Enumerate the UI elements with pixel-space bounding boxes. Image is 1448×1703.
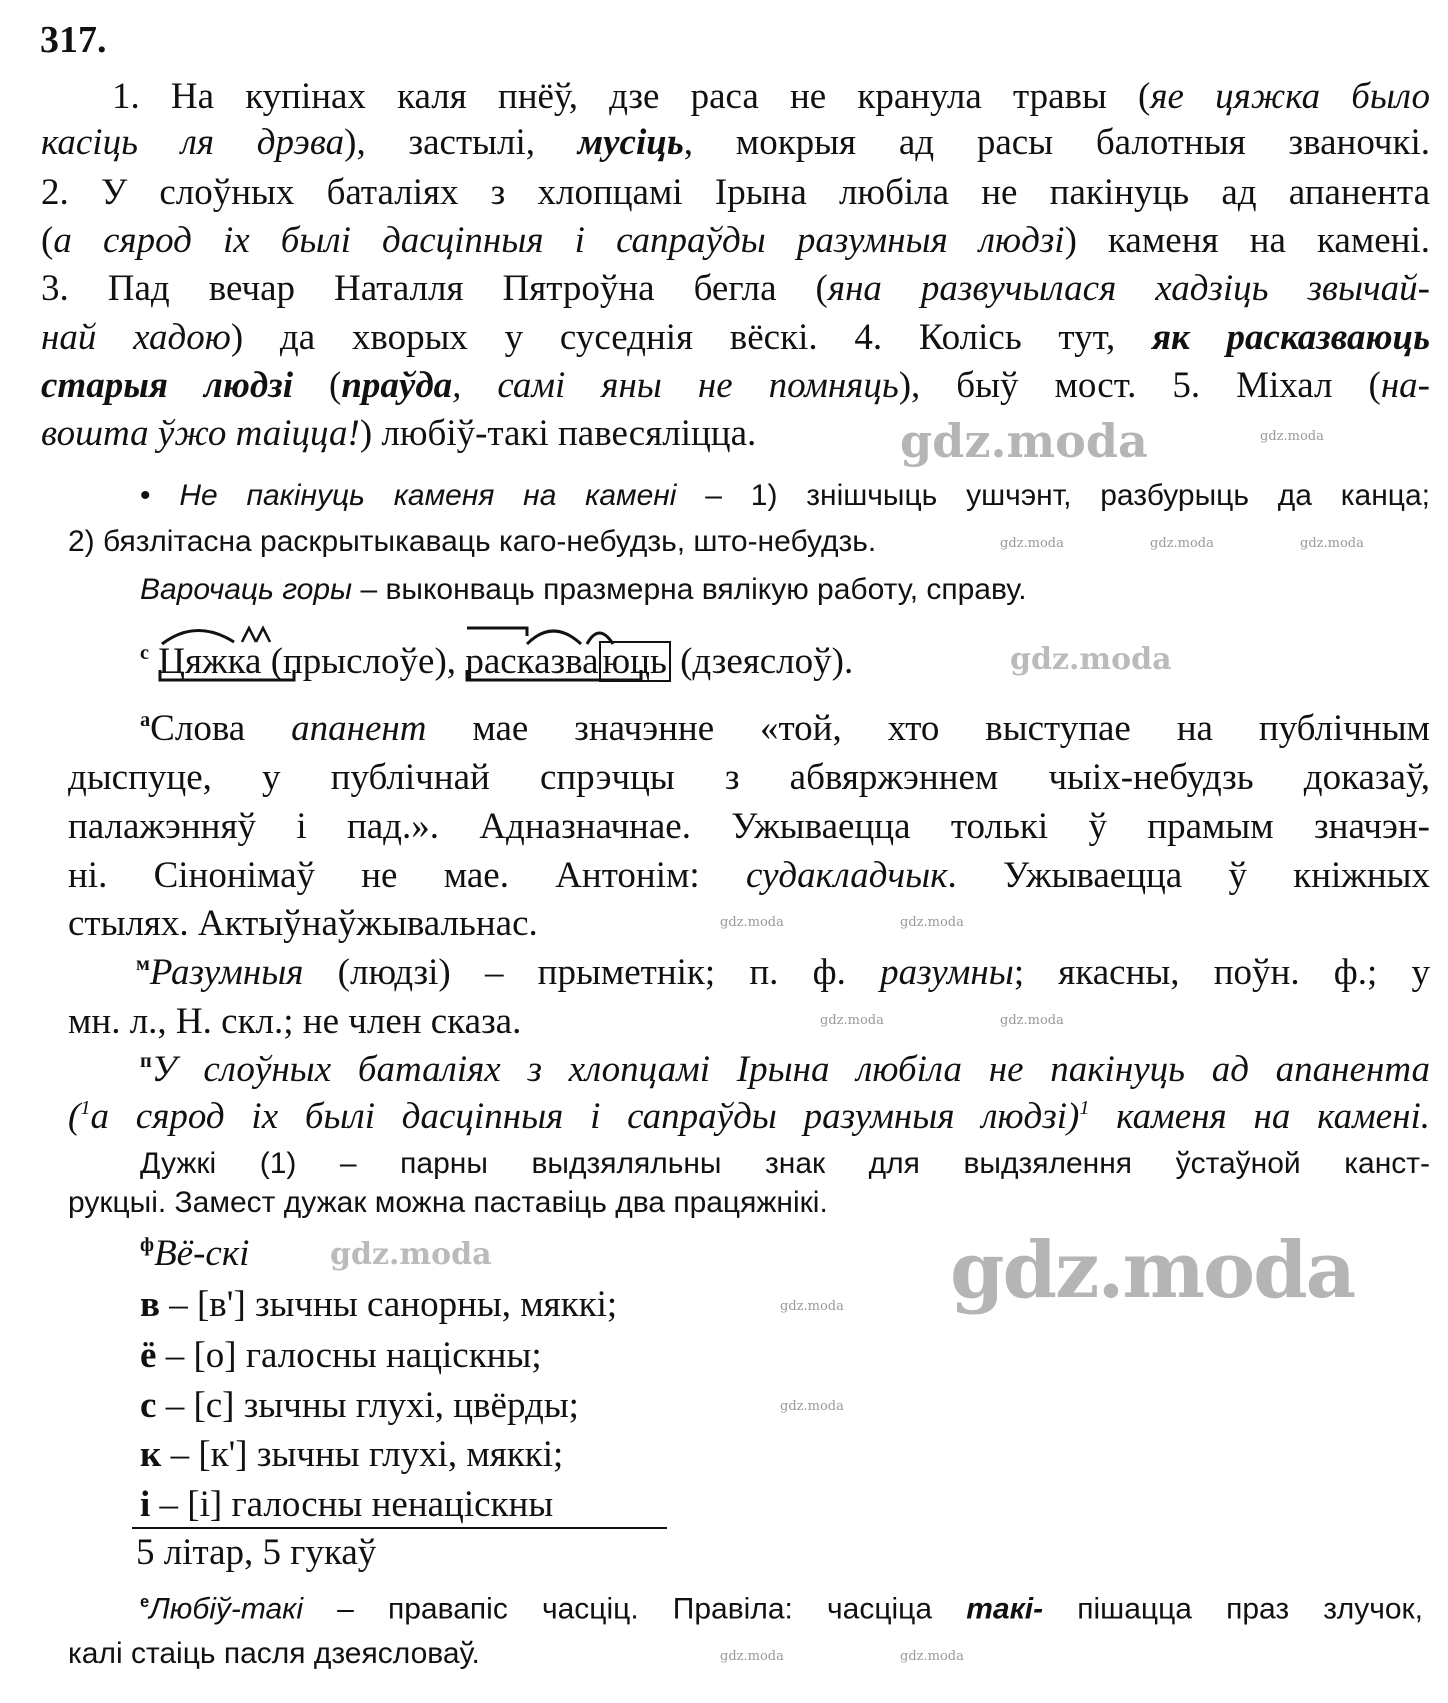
text-segment: ё [140, 1335, 157, 1376]
text-line [68, 905, 538, 942]
text-line [68, 808, 1430, 845]
text-segment: а сярод іх былі дасціпныя і сапраўды разумныя людзі) [90, 1096, 1080, 1138]
text-segment: судакладчык [745, 855, 948, 896]
text-line [140, 1436, 563, 1473]
text-segment: – [к'] зычны глухі, мяккі; [161, 1434, 564, 1475]
text-segment: . Ужываецца ў кніжных [947, 855, 1430, 896]
watermark: gdz.moda [780, 1399, 844, 1414]
text-segment: У слоўных баталіях з хлопцамі Ірына любіла не пакінуць ад апанента [151, 1049, 1430, 1091]
divider [132, 1527, 667, 1529]
watermark: gdz.moda [1260, 429, 1324, 444]
text-segment: Вё-скі [154, 1233, 250, 1275]
text-line [68, 527, 876, 557]
text-segment: ні. Сінонімаў не мае. Антонім: [68, 855, 746, 896]
text-segment: калі стаіць пасля дзеясловаў. [68, 1637, 480, 1670]
morpheme-marks-icon [156, 620, 296, 684]
morpheme-word [465, 640, 598, 683]
watermark: gdz.moda [1150, 536, 1214, 551]
text-segment: , самі яны не помняць [452, 365, 899, 406]
text-line [112, 78, 1430, 115]
text-segment: в [140, 1284, 160, 1325]
text-segment: Варочаць горы [140, 573, 353, 606]
watermark: gdz.moda [1010, 642, 1172, 677]
text-segment: – [о] галосны націскны; [156, 1335, 542, 1376]
text-segment: • [140, 479, 180, 512]
text-segment: Не пакінуць каменя на камені [179, 479, 677, 512]
task-marker: с [140, 641, 150, 664]
text-segment: дыспуце, у публічнай спрэчцы з абвяржэннем чыіх-небудзь доказаў, [68, 757, 1430, 798]
text-segment: Разумныя [149, 952, 304, 994]
text-line [68, 1188, 828, 1218]
text-segment: як расказваюць [1151, 317, 1430, 358]
text-segment: касіць ля дрэва [41, 122, 345, 163]
watermark: gdz.moda [1000, 1013, 1064, 1028]
text-line [140, 708, 1430, 750]
text-line [136, 952, 1430, 994]
text-segment: 1. На купінах каля пнёў, дзе раса не кранула травы ( [112, 76, 1151, 117]
text-segment: – 1) знішчыць ушчэнт, разбурыць да канца; [676, 479, 1430, 512]
word: Цяжка [158, 641, 262, 682]
word-stem: расказва [465, 641, 599, 682]
text-segment: старыя людзі [41, 365, 293, 406]
watermark: gdz.moda [1300, 536, 1364, 551]
text-segment: ( [41, 220, 54, 261]
text-segment: ) любіў-такі павесяліцца. [359, 413, 757, 454]
text-line [140, 1387, 579, 1424]
text-segment: ), быў мост. 5. Міхал ( [898, 365, 1381, 406]
text-line [140, 1286, 617, 1323]
text-segment: апанент [291, 708, 427, 750]
watermark: gdz.moda [950, 1225, 1355, 1316]
task-marker: м [136, 953, 150, 975]
text-segment: каменя на камені. [1089, 1096, 1430, 1138]
text-segment: ( [293, 365, 342, 406]
text-segment: такі- [966, 1592, 1044, 1626]
watermark: gdz.moda [330, 1237, 492, 1272]
text-segment: , мокрыя ад расы балотныя званочкі. [683, 122, 1430, 163]
task-marker: 1 [80, 1097, 91, 1119]
text-segment: мусіць [577, 122, 684, 163]
watermark: gdz.moda [780, 1299, 844, 1314]
text-segment: 3. Пад вечар Наталля Пятроўна бегла ( [41, 268, 828, 309]
text-segment: праўда [341, 365, 453, 406]
text-line [140, 481, 1430, 511]
text-line [41, 319, 1430, 356]
morpheme-word [158, 640, 261, 683]
text-segment: – [с] зычны глухі, цвёрды; [156, 1385, 579, 1426]
text-segment: – выконваць празмерна вялікую работу, справу. [352, 573, 1027, 606]
watermark: gdz.moda [900, 1649, 964, 1664]
text-line [41, 367, 1430, 404]
exercise-number: 317. [40, 19, 107, 61]
text-segment: палажэнняў і пад.». Адназначнае. Ужываецца толькі ў прамым значэн- [68, 806, 1430, 847]
part-of-speech: (дзеяслоў). [670, 641, 854, 682]
text-segment: к [140, 1434, 162, 1475]
text-line [140, 575, 1027, 605]
text-segment: на- [1380, 365, 1430, 406]
morpheme-marks-icon [465, 618, 665, 684]
text-segment: яна развучылася хадзіць звычай- [827, 268, 1430, 309]
text-line [140, 1594, 1423, 1625]
text-segment: най хадою [41, 317, 231, 358]
text-segment: – [і] галосны ненаціскны [150, 1484, 554, 1525]
text-segment: ( [68, 1096, 81, 1138]
text-segment: і [140, 1484, 151, 1525]
text-segment: Дужкі (1) – парны выдзяляльны знак для выдзялення ўстаўной канст- [140, 1147, 1430, 1180]
text-segment: ; якасны, поўн. ф.; у [1013, 952, 1430, 994]
watermark: gdz.moda [900, 414, 1148, 468]
task-marker: а [140, 709, 151, 731]
morpheme-analysis [140, 640, 853, 683]
part-of-speech: (прыслоўе), [261, 641, 466, 682]
text-line [68, 759, 1430, 796]
text-segment: а сярод іх былі дасціпныя і сапраўды разумныя людзі [53, 220, 1065, 261]
text-line [140, 1233, 250, 1275]
watermark: gdz.moda [900, 915, 964, 930]
text-line [68, 1096, 1430, 1138]
text-line [140, 1049, 1430, 1091]
text-segment: с [140, 1385, 157, 1426]
task-marker: ф [140, 1234, 155, 1256]
text-line [41, 270, 1430, 307]
text-line [41, 222, 1430, 259]
text-line [41, 124, 1430, 161]
text-segment: 2) бязлітасна раскрытыкаваць каго-небудзь, што-небудзь. [68, 525, 877, 558]
task-marker: 1 [1079, 1097, 1090, 1119]
text-segment: ) каменя на камені. [1064, 220, 1431, 261]
text-segment: (людзі) – прыметнік; п. ф. [303, 952, 881, 994]
text-segment: – правапіс часціц. Правіла: часціца [303, 1592, 967, 1626]
text-segment: Слова [150, 708, 292, 750]
text-line [41, 415, 756, 452]
text-segment: Любіў-такі [149, 1592, 304, 1626]
text-line [140, 1486, 553, 1523]
text-line [68, 857, 1430, 894]
text-segment: рукцыі. Замест дужак можна паставіць два працяжнікі. [68, 1186, 828, 1219]
watermark: gdz.moda [720, 1649, 784, 1664]
text-segment: стылях. Актыўнаўжывальнас. [68, 903, 538, 944]
text-segment: пішацца праз злучок, [1043, 1592, 1423, 1626]
text-line [41, 174, 1430, 211]
text-line [136, 1534, 376, 1571]
watermark: gdz.moda [720, 915, 784, 930]
text-segment: вошта ўжо таіцца! [41, 413, 360, 454]
text-segment: мн. л., Н. скл.; не член сказа. [68, 1001, 522, 1042]
task-marker: п [140, 1050, 152, 1072]
text-line [140, 1149, 1430, 1179]
text-segment: мае значэнне «той, хто выступае на публічным [426, 708, 1430, 750]
text-line [68, 1003, 521, 1040]
text-segment: – [в'] зычны санорны, мяккі; [159, 1284, 618, 1325]
task-marker: е [140, 1593, 150, 1611]
word-ending: юць [599, 641, 671, 682]
text-segment: ) да хворых у суседнія вёскі. 4. Колісь тут, [230, 317, 1152, 358]
text-line [68, 1639, 480, 1669]
text-segment: 2. У слоўных баталіях з хлопцамі Ірына любіла не пакінуць ад апанента [41, 172, 1430, 213]
watermark: gdz.moda [1000, 536, 1064, 551]
text-segment: яе цяжка было [1150, 76, 1430, 117]
text-segment: ), застылі, [344, 122, 578, 163]
watermark: gdz.moda [820, 1013, 884, 1028]
text-segment: 5 літар, 5 гукаў [136, 1532, 377, 1573]
text-segment: разумны [880, 952, 1014, 994]
text-line [140, 1337, 542, 1374]
